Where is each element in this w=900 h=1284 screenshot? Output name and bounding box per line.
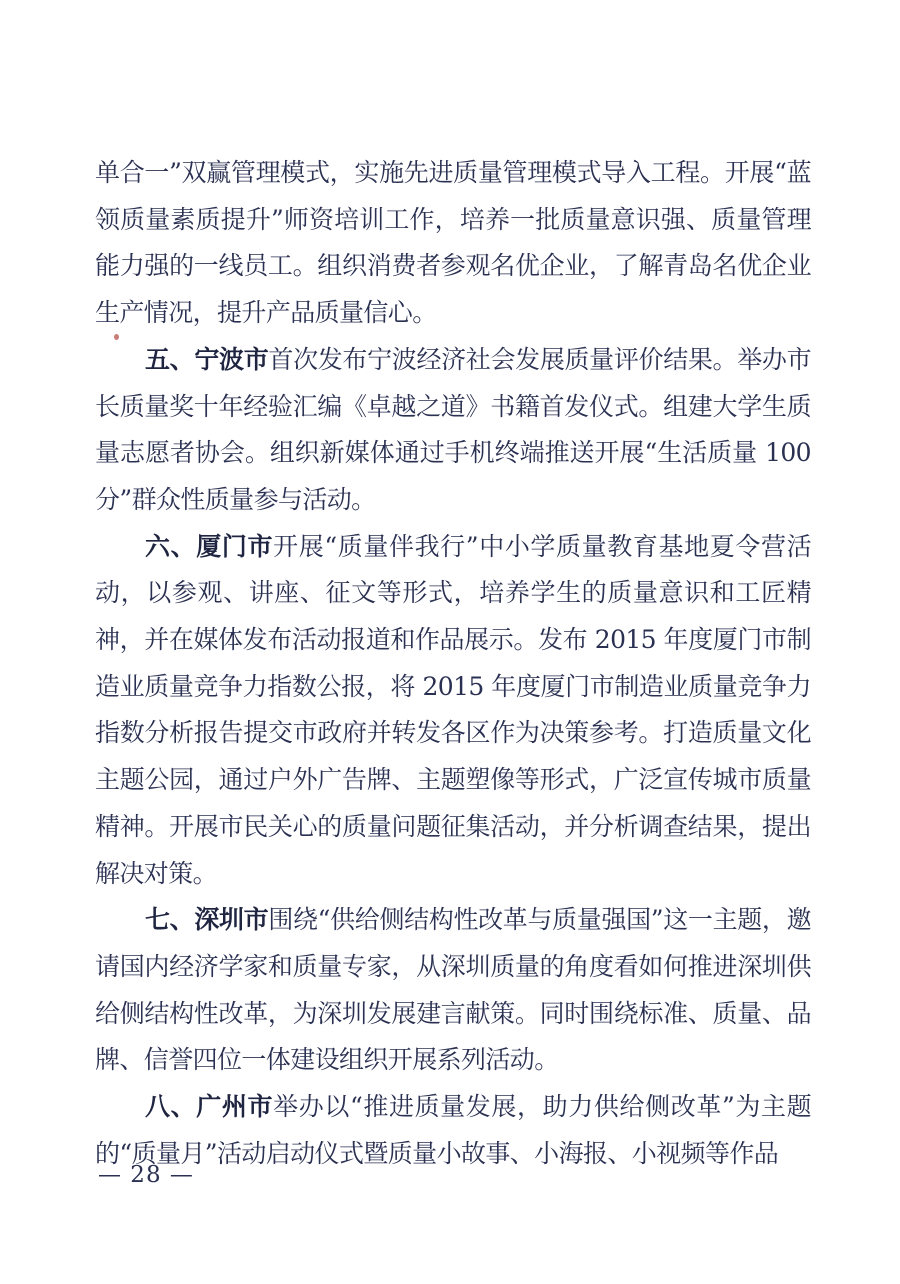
page-number: — 28 — — [98, 1162, 194, 1188]
section-label-shenzhen: 七、深圳市 — [145, 905, 269, 935]
section-label-xiamen: 六、厦门市 — [145, 531, 274, 561]
paragraph-guangzhou — [95, 1084, 811, 1177]
document-body — [95, 150, 811, 1177]
section-label-ningbo: 五、宁波市 — [145, 344, 269, 374]
paragraph-ningbo — [95, 337, 811, 524]
paragraph-text: 单合一”双赢管理模式，实施先进质量管理模式导入工程。开展“蓝领质量素质提升”师资培训工作，培养一批质量意识强、质量管理能力强的一线员工。组织消费者参观名优企业，了解青岛名优企业生产情况，提升产品质量信心。 — [95, 158, 811, 328]
paragraph-shenzhen — [95, 897, 811, 1084]
paragraph-text: 围绕“供给侧结构性改革与质量强国”这一主题，邀请国内经济学家和质量专家，从深圳质量的角度看如何推进深圳供给侧结构性改革，为深圳发展建言献策。同时围绕标准、质量、品牌、信誉四位一体建设组织开展系列活动。 — [95, 905, 811, 1075]
paragraph-text: 首次发布宁波经济社会发展质量评价结果。举办市长质量奖十年经验汇编《卓越之道》书籍首发仪式。组建大学生质量志愿者协会。组织新媒体通过手机终端推送开展“生活质量 100 分”群众性质量参与活动。 — [95, 344, 811, 514]
section-label-guangzhou: 八、广州市 — [145, 1092, 274, 1122]
red-scan-artifact-dot — [114, 334, 119, 340]
paragraph-text: 举办以“推进质量发展，助力供给侧改革”为主题的“质量月”活动启动仪式暨质量小故事、小海报、小视频等作品 — [95, 1092, 811, 1168]
paragraph-text: 开展“质量伴我行”中小学质量教育基地夏令营活动，以参观、讲座、征文等形式，培养学生的质量意识和工匠精神，并在媒体发布活动报道和作品展示。发布 2015 年度厦门市制造业质量竞争力指数公报，将 2015 年度厦门市制造业质量竞争力指数分析报告提交市政府并转发各区作为决策参考。打造质量文化主题公园，通过户外广告牌、主题塑像等形式，广泛宣传城市质量精神。开展市民关心的质量问题征集活动，并分析调查结果，提出解决对策。 — [95, 531, 811, 888]
paragraph-qingdao-continued — [95, 150, 811, 337]
paragraph-xiamen — [95, 524, 811, 898]
